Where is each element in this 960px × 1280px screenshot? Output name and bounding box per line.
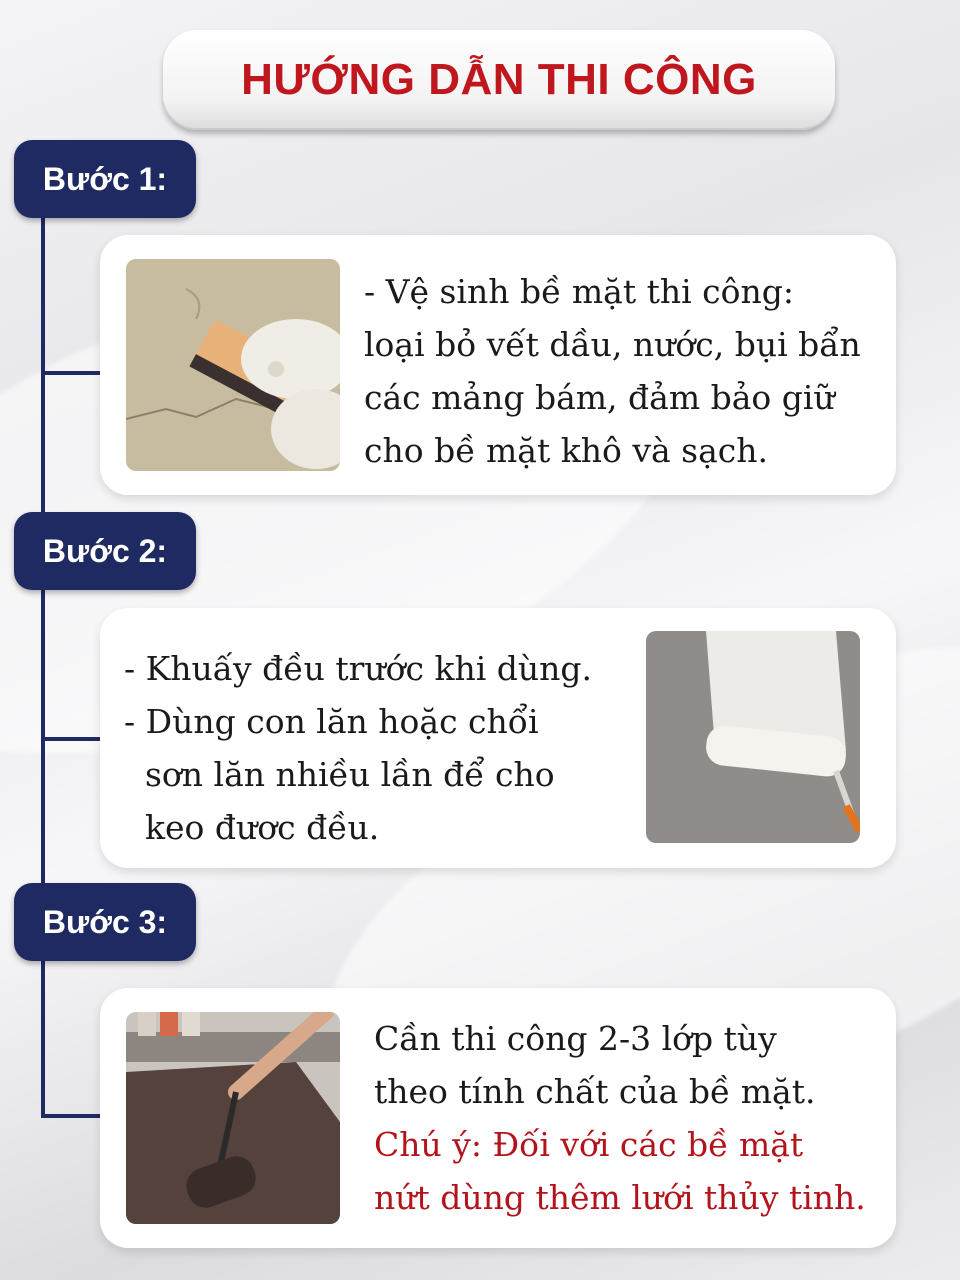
- text-line: cho bề mặt khô và sạch.: [364, 431, 768, 470]
- step-1-badge: Bước 1:: [14, 140, 196, 218]
- page-title: HƯỚNG DẪN THI CÔNG: [241, 55, 757, 104]
- timeline-branch: [41, 737, 103, 741]
- step-3-card: [100, 988, 896, 1248]
- text-line: - Vệ sinh bề mặt thi công:: [364, 272, 795, 311]
- note-line: nứt dùng thêm lưới thủy tinh.: [374, 1178, 866, 1217]
- brush-cleaning-wall-photo: [126, 259, 340, 471]
- note-line: Chú ý: Đối với các bề mặt: [374, 1125, 804, 1164]
- step-2-text: [124, 642, 592, 854]
- text-line: - Dùng con lăn hoặc chổi: [124, 702, 539, 741]
- step-2-card: [100, 608, 896, 868]
- roller-floor-coating-photo: [126, 1012, 340, 1224]
- text-line: loại bỏ vết dầu, nước, bụi bẩn: [364, 325, 861, 364]
- step-1-text: [364, 265, 861, 477]
- step-3-text: [374, 1012, 866, 1224]
- timeline-line: [41, 960, 45, 1116]
- text-line: - Khuấy đều trước khi dùng.: [124, 649, 592, 688]
- title-banner: [163, 30, 835, 130]
- timeline-line: [41, 215, 45, 515]
- step-2-badge: Bước 2:: [14, 512, 196, 590]
- paint-roller-wall-photo: [646, 631, 860, 843]
- step-1-card: [100, 235, 896, 495]
- text-line: sơn lăn nhiều lần để cho: [124, 755, 555, 794]
- text-line: Cần thi công 2-3 lớp tùy: [374, 1019, 777, 1058]
- text-line: các mảng bám, đảm bảo giữ: [364, 378, 835, 417]
- text-line: theo tính chất của bề mặt.: [374, 1072, 816, 1111]
- timeline-branch: [41, 1114, 103, 1118]
- step-3-badge: Bước 3:: [14, 883, 196, 961]
- timeline-branch: [41, 371, 103, 375]
- text-line: keo đươc đều.: [124, 808, 380, 847]
